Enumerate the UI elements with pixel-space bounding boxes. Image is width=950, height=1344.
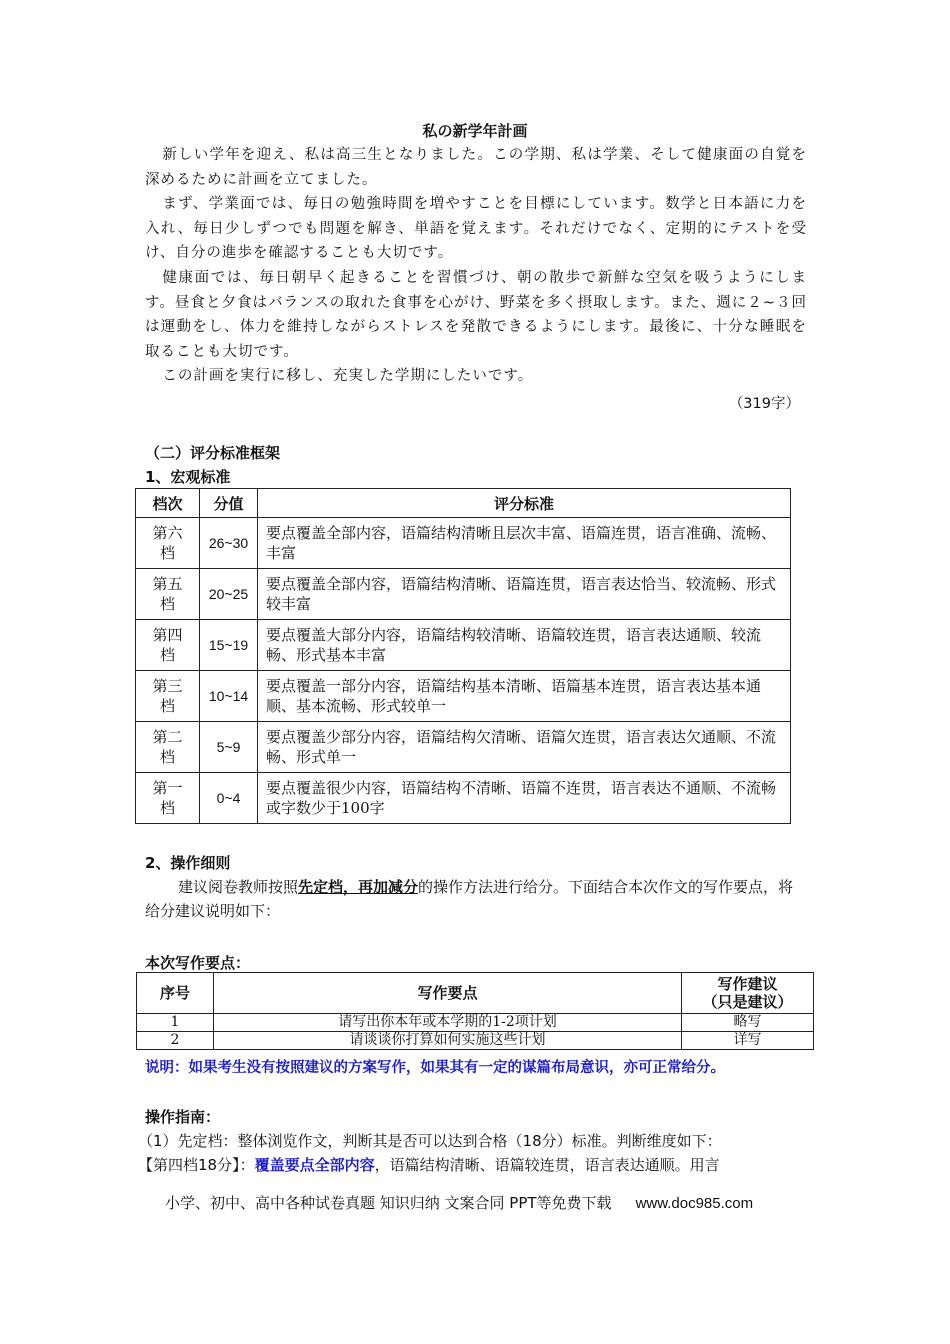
advice-cell: 略写 [682, 1014, 814, 1032]
level-text: 第一档 [152, 779, 183, 817]
criteria-cell: 要点覆盖全部内容，语篇结构清晰且层次丰富、语篇连贯，语言准确、流畅、丰富 [258, 518, 791, 569]
score-cell [200, 569, 258, 620]
rule-paragraph [145, 875, 807, 923]
header-criteria: 评分标准 [258, 489, 791, 518]
score-cell [200, 773, 258, 824]
level-text: 第三档 [152, 677, 183, 715]
criteria-cell: 要点覆盖少部分内容，语篇结构欠清晰、语篇欠连贯，语言表达欠通顺、不流畅、形式单一 [258, 722, 791, 773]
essay-paragraph: まず、学業面では、毎日の勉強時間を増やすことを目標にしています。数学と日本語に力を入れ、毎日少しずつでも問題を解き、単語を覚えます。それだけでなく、定期的にテストを受け、自分の進歩を確認することも大切です。 [145, 196, 807, 262]
essay-paragraph: 新しい学年を迎え、私は高三生となりました。この学期、私は学業、そして健康面の自覚を深めるために計画を立てました。 [145, 147, 807, 188]
criteria-cell: 要点覆盖全部内容，语篇结构清晰、语篇连贯，语言表达恰当、较流畅、形式较丰富 [258, 569, 791, 620]
level-cell [136, 773, 200, 824]
essay-paragraph: 健康面では、毎日朝早く起きることを習慣づけ、朝の散歩で新鮮な空気を吸うようにします。昼食と夕食はバランスの取れた食事を心がけ、野菜を多く摂取します。また、週に２~３回は運動をし、体力を維持しながらストレスを発散できるようにします。最後に、十分な睡眠を取ることも大切です。 [145, 269, 807, 360]
note-text: 说明：如果考生没有按照建议的方案写作，如果其有一定的谋篇布局意识，亦可正常给分。 [145, 1060, 725, 1076]
guide-line [138, 1153, 818, 1177]
table-header-row [136, 489, 791, 518]
table-row [136, 671, 791, 722]
criteria-cell: 要点覆盖大部分内容，语篇结构较清晰、语篇较连贯，语言表达通顺、较流畅、形式基本丰富 [258, 620, 791, 671]
rule-text: 建议阅卷教师按照 [178, 878, 299, 896]
level-cell [136, 620, 200, 671]
guide-bracket: 【第四档18分】： [138, 1156, 255, 1174]
score-text: 15~19 [208, 637, 249, 653]
header-point: 写作要点 [214, 973, 682, 1014]
table-row [137, 1032, 814, 1050]
advice-title: 写作建议 [717, 975, 778, 993]
essay-body [145, 143, 807, 389]
footer-url: www.doc985.com [635, 1195, 754, 1212]
criteria-cell: 要点覆盖一部分内容，语篇结构基本清晰、语篇基本连贯，语言表达基本通顺、基本流畅、形式较单一 [258, 671, 791, 722]
writing-points-table [136, 972, 814, 1050]
number-cell: 2 [137, 1032, 214, 1050]
score-text: 0~4 [216, 790, 241, 806]
grade-table [135, 488, 791, 824]
table-row [136, 773, 791, 824]
score-cell [200, 671, 258, 722]
subsection-heading: 1、宏观标准 [145, 468, 231, 486]
footer-text: 小学、初中、高中各种试卷真题 知识归纳 文案合同 PPT等免费下载 [165, 1194, 612, 1212]
score-text: 20~25 [208, 586, 249, 602]
score-cell [200, 518, 258, 569]
points-heading: 本次写作要点： [145, 954, 251, 972]
table-row [137, 1014, 814, 1032]
advice-cell: 详写 [682, 1032, 814, 1050]
level-text: 第四档 [152, 626, 183, 664]
table-header-row [137, 973, 814, 1014]
footer [165, 1192, 805, 1213]
table-row [136, 569, 791, 620]
score-cell [200, 620, 258, 671]
rule-text: 的操作方法进行给分。下面结合本次作文的写作要点，将给分建议说明如下： [145, 878, 794, 920]
subsection-heading: 2、操作细则 [145, 854, 231, 872]
level-cell [136, 518, 200, 569]
guide-heading: 操作指南： [145, 1108, 221, 1126]
guide-line: （1）先定档：整体浏览作文，判断其是否可以达到合格（18分）标准。判断维度如下： [138, 1132, 722, 1150]
header-score: 分值 [200, 489, 258, 518]
level-cell [136, 722, 200, 773]
point-cell: 请谈谈你打算如何实施这些计划 [214, 1032, 682, 1050]
score-text: 5~9 [216, 739, 241, 755]
section-heading: （二）评分标准框架 [145, 444, 281, 462]
level-text: 第五档 [152, 575, 183, 613]
table-row [136, 722, 791, 773]
header-advice [682, 973, 814, 1014]
score-text: 26~30 [208, 535, 249, 551]
level-text: 第六档 [152, 524, 183, 562]
level-text: 第二档 [152, 728, 183, 766]
table-row [136, 518, 791, 569]
level-cell [136, 671, 200, 722]
score-cell [200, 722, 258, 773]
level-cell [136, 569, 200, 620]
essay-title: 私の新学年計画 [422, 122, 528, 140]
score-text: 10~14 [208, 688, 249, 704]
guide-emphasis: 覆盖要点全部内容 [254, 1156, 375, 1174]
char-count: （319字） [728, 396, 800, 412]
advice-subtitle: （只是建议） [702, 993, 793, 1011]
rule-emphasis: 先定档，再加减分 [298, 878, 419, 896]
essay-paragraph: この計画を実行に移し、充実した学期にしたいです。 [162, 368, 534, 385]
number-cell: 1 [137, 1014, 214, 1032]
guide-text: ，语篇结构清晰、语篇较连贯，语言表达通顺。用言 [374, 1156, 720, 1174]
point-cell: 请写出你本年或本学期的1-2项计划 [214, 1014, 682, 1032]
header-level: 档次 [136, 489, 200, 518]
table-row [136, 620, 791, 671]
header-number: 序号 [137, 973, 214, 1014]
criteria-cell: 要点覆盖很少内容，语篇结构不清晰、语篇不连贯，语言表达不通顺、不流畅或字数少于100字 [258, 773, 791, 824]
